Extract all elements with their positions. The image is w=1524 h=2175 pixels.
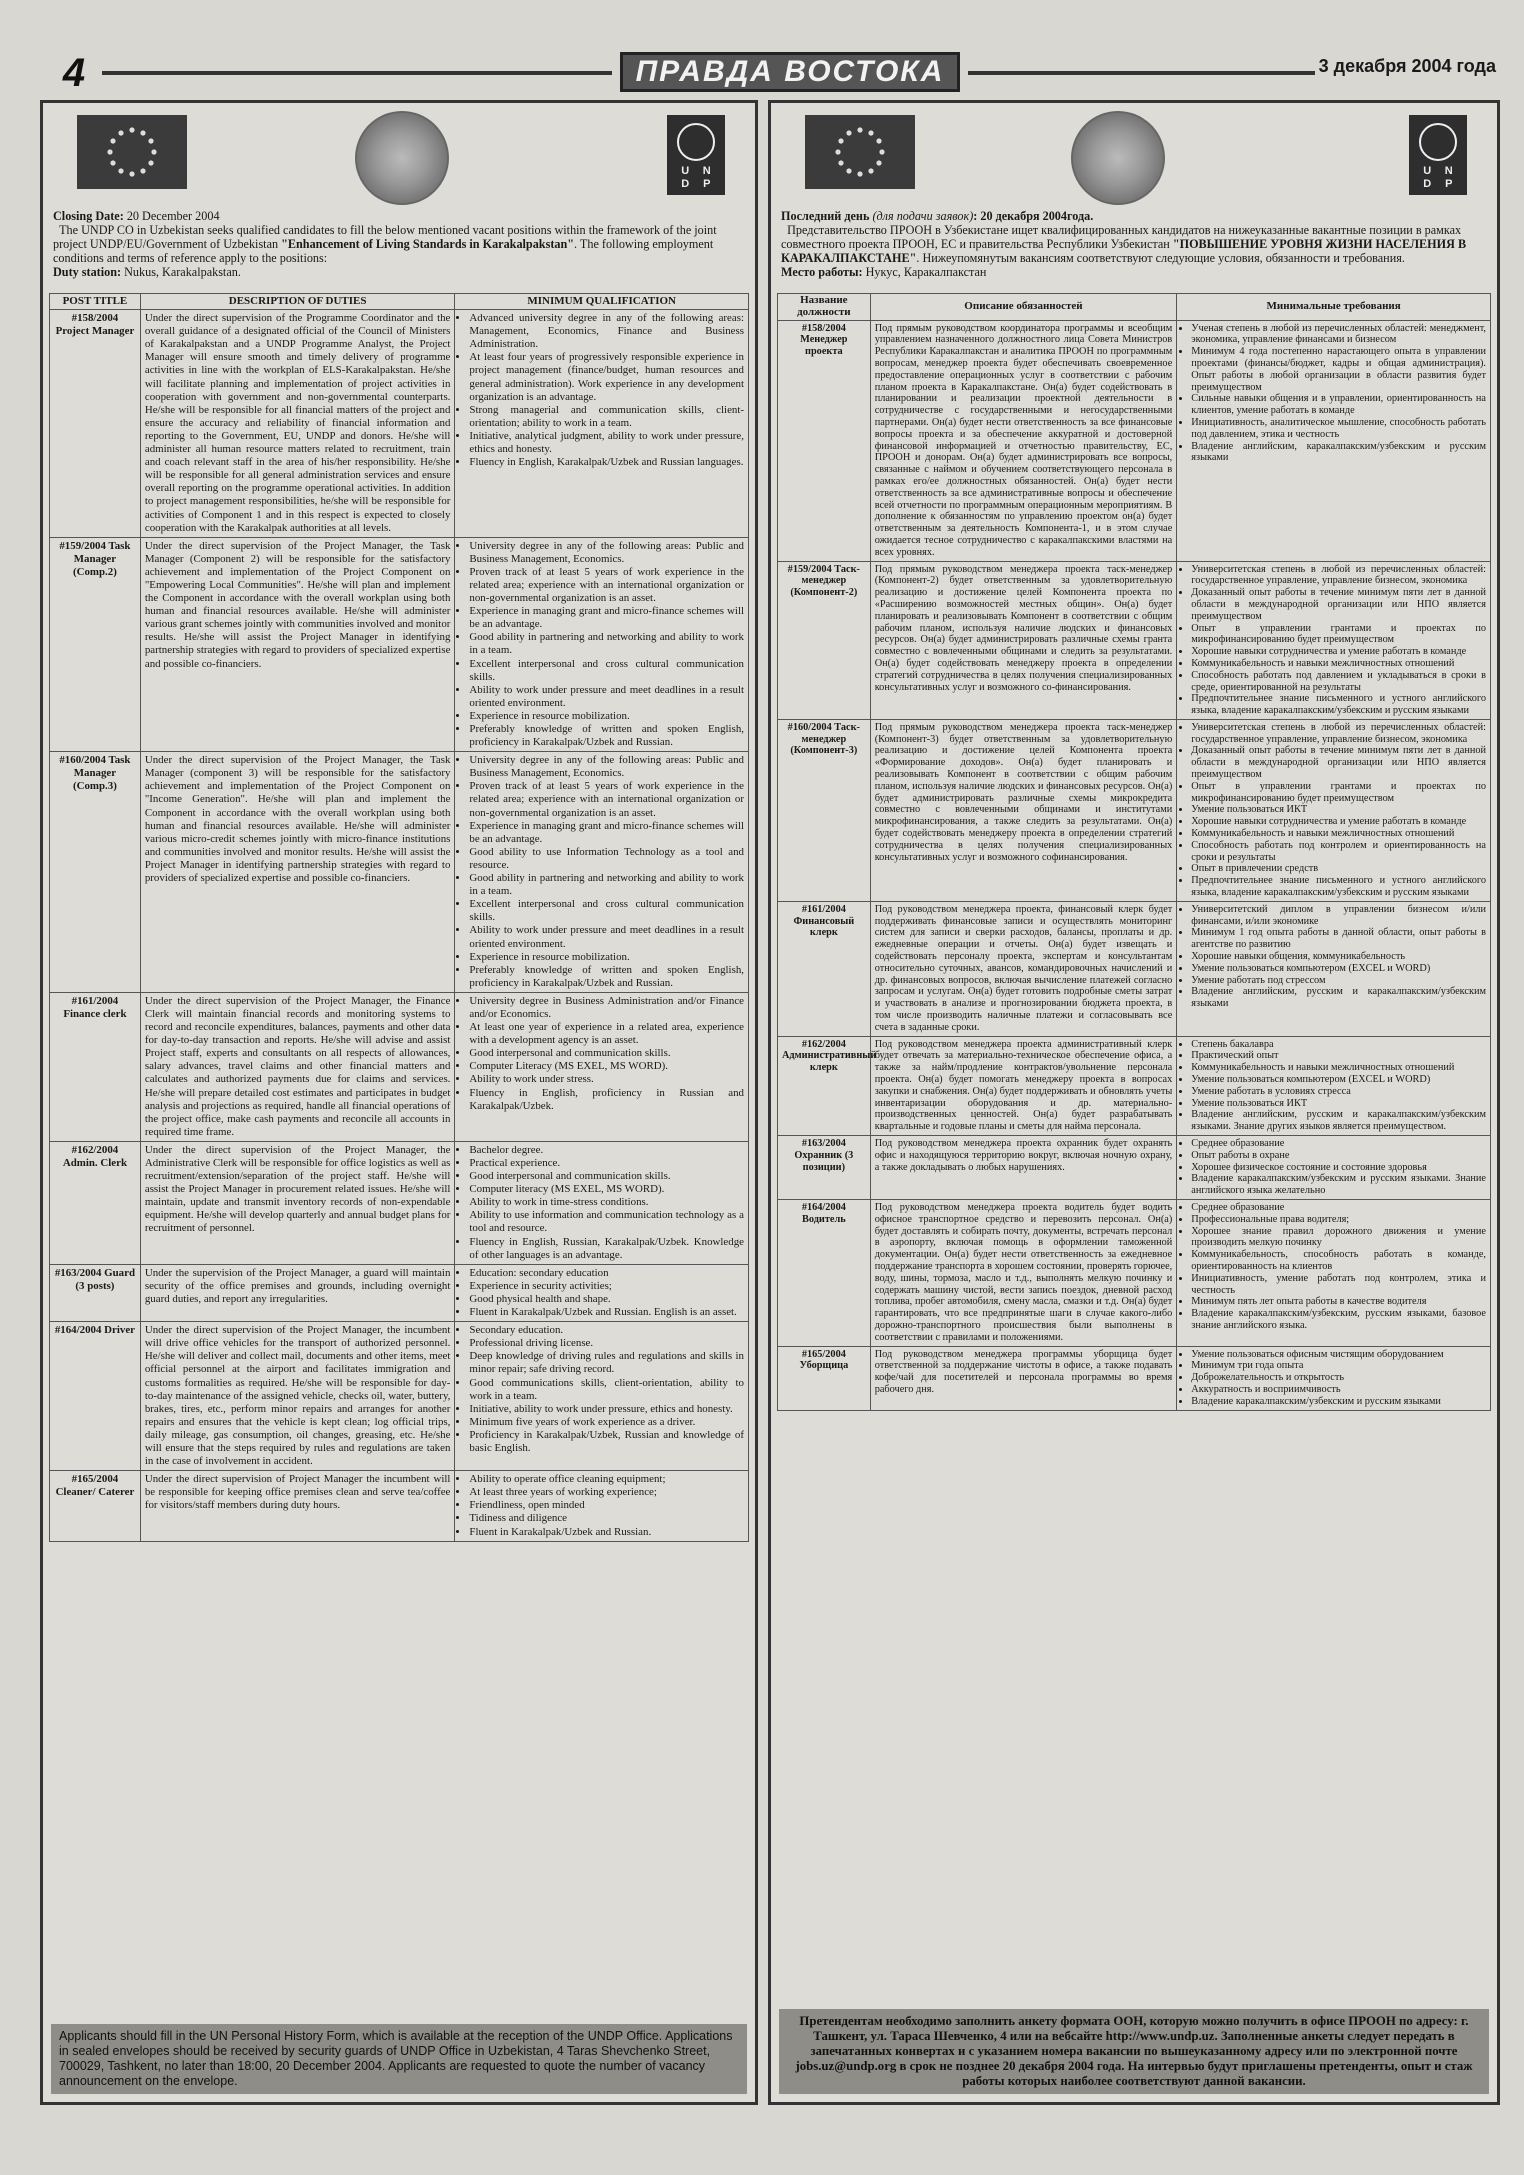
qualification-item: • Университетская степень в любой из перечисленных областей: государственное управление, управление бизнесом, экономика <box>1191 564 1486 588</box>
qualification-item: • Умение работать под стрессом <box>1191 975 1486 987</box>
qualification-item: • Preferably knowledge of written and spoken English, proficiency in Karakalpak/Uzbek and Russian. <box>469 723 744 749</box>
qualification-item: • Professional driving license. <box>469 1337 744 1350</box>
closing-date: 20 December 2004 <box>126 209 220 223</box>
qualification-list <box>459 754 744 990</box>
issue-date: 3 декабря 2004 года <box>1315 56 1500 77</box>
duties-description: Под руководством менеджера проекта охранник будет охранять офис и находящуюся территорию вокруг, включая ночную охрану, а также докладывать о любых нарушениях. <box>870 1135 1177 1199</box>
table-row <box>778 320 1491 561</box>
qualification-item: • Доказанный опыт работы в течение минимум пяти лет в данной области в международной организации или НПО является преимуществом <box>1191 745 1486 780</box>
qualifications <box>455 1141 749 1264</box>
english-intro <box>43 203 755 293</box>
duty-station: Нукус, Каракалпакстан <box>865 265 987 279</box>
qualification-item: • Computer literacy (MS EXEL, MS WORD). <box>469 1183 744 1196</box>
qualification-list <box>459 312 744 469</box>
qualification-item: • Proven track of at least 5 years of work experience in the related area; experience with an international organization or non-governmental organization is an asset. <box>469 780 744 819</box>
duties-description: Under the direct supervision of the Project Manager, the Task Manager (Component 2) will be responsible for the satisfactory achievement and implementation of the Project Component on "Empowering Local Communities". He/she will plan and implement the Component in accordance with the overall workplan using both human and financial resources available. He/she will administer various grant schemes jointly with communities involved and monitor results. He/she will assist the Project Manager in identifying partnership strategies with regard to providers of specialized expertise and possible co-financiers. <box>140 537 455 752</box>
qualification-item: • Good ability to use Information Technology as a tool and resource. <box>469 846 744 872</box>
qualification-item: • Доказанный опыт работы в течение минимум пяти лет в данной области в международной организации или НПО является преимуществом <box>1191 587 1486 622</box>
qualification-item: • Среднее образование <box>1191 1138 1486 1150</box>
qualification-item: • Good physical health and shape. <box>469 1293 744 1306</box>
qualification-item: • Practical experience. <box>469 1157 744 1170</box>
qualification-item: • Хорошие навыки сотрудничества и умение работать в команде <box>1191 646 1486 658</box>
qualification-item: • Good ability in partnering and networking and ability to work in a team. <box>469 872 744 898</box>
post-title: #158/2004 Project Manager <box>50 310 141 538</box>
qualification-item: • Computer Literacy (MS EXEL, MS WORD). <box>469 1060 744 1073</box>
qualification-item: • Bachelor degree. <box>469 1144 744 1157</box>
qualification-item: • Умение пользоваться офисным чистящим оборудованием <box>1191 1349 1486 1361</box>
qualifications <box>455 992 749 1141</box>
qualifications <box>1177 901 1491 1036</box>
project-name: "ПОВЫШЕНИЕ УРОВНЯ ЖИЗНИ НАСЕЛЕНИЯ В КАРАКАЛПАКСТАНЕ" <box>781 237 1467 265</box>
english-vacancy-panel <box>40 100 758 2105</box>
post-title: #162/2004 Admin. Clerk <box>50 1141 141 1264</box>
project-name: "Enhancement of Living Standards in Karakalpakstan" <box>281 237 575 251</box>
qualifications <box>455 310 749 538</box>
qualification-item: • Коммуникабельность и навыки межличностных отношений <box>1191 658 1486 670</box>
qualification-item: • Владение каракалпакским/узбекским и русским языками <box>1191 1396 1486 1408</box>
closing-date-label: Closing Date: <box>53 209 124 223</box>
qualification-item: • Владение английским, каракалпакским/узбекским и русским языками <box>1191 441 1486 465</box>
qualification-item: • At least three years of working experience; <box>469 1486 744 1499</box>
qualification-item: • Предпочтительнее знание письменного и устного английского языка, владение каракалпакским/узбекским и русским языками <box>1191 875 1486 899</box>
column-header: Описание обязанностей <box>870 294 1177 321</box>
qualification-item: • Коммуникабельность и навыки межличностных отношений <box>1191 828 1486 840</box>
qualification-item: • Minimum five years of work experience as a driver. <box>469 1416 744 1429</box>
qualification-item: • Experience in managing grant and micro-finance schemes will be an advantage. <box>469 605 744 631</box>
column-header: Название должности <box>778 294 871 321</box>
qualification-list <box>459 540 744 750</box>
duties-description: Под руководством менеджера проекта, финансовый клерк будет поддерживать финансовые записи и осуществлять мониторинг систем для записи и сверки расходов, балансы, проплаты и др. ежедневные операции и отчеты. Он(а) будет извещать и содействовать персоналу проекта, экспертам и консультантам относительно суточных, авансов, командировочных начислений и др. финансовых вопросов, включая вычисление платежей согласно запросам и услугам. Он(а) будет готовить подробные сметы затрат и участвовать в анализе и прогнозировании бюджета проекта, в том числе производить наличные платежи и согласовывать все счета в заданные сроки. <box>870 901 1177 1036</box>
logo-row <box>43 103 755 203</box>
qualifications <box>1177 561 1491 719</box>
column-header: DESCRIPTION OF DUTIES <box>140 294 455 310</box>
table-row <box>50 1141 749 1264</box>
table-row <box>50 1322 749 1471</box>
russian-vacancy-table <box>777 293 1491 1411</box>
qualification-item: • Умение пользоваться ИКТ <box>1191 1098 1486 1110</box>
qualification-item: • Умение пользоваться компьютером (EXCEL и WORD) <box>1191 1074 1486 1086</box>
russian-intro <box>771 203 1497 293</box>
qualification-item: • Ability to operate office cleaning equipment; <box>469 1473 744 1486</box>
duties-description: Под руководством менеджера проекта водитель будет водить офисное транспортное средство и перевозить персонал. Он(а) будет доставлять и собирать почту, документы, встречать персонал в аэропорту, включая помощь в оформлении таможенной документации. Он(а) будет нести ответственность за ежедневное поддержание транспорта в хорошем состоянии, проверять горючее, воду, шины, тормоза, масло и т.д., выполнять мелкую починку и содержать машину чистой, вести запись поездок, дневной расход топлива, пробег автомобиля, смену масла, смазки и т.д. Он(а) будет гарантировать, что все предпринятые шаги в случае какого-либо дорожно-транспортного происшествия были выполнены в соответствии с правилами и положениями. <box>870 1199 1177 1346</box>
russian-table-body <box>778 320 1491 1410</box>
qualification-item: • Коммуникабельность и навыки межличностных отношений <box>1191 1062 1486 1074</box>
qualifications <box>455 1471 749 1541</box>
qualifications <box>455 1264 749 1321</box>
qualification-list <box>1181 722 1486 899</box>
undp-letter: P <box>703 178 711 190</box>
duties-description: Under the direct supervision of Project Manager the incumbent will be responsible for keeping office premises clean and serve tea/coffee for visitors/staff members during duty hours. <box>140 1471 455 1541</box>
qualification-item: • Excellent interpersonal and cross cultural communication skills. <box>469 658 744 684</box>
table-row <box>50 537 749 752</box>
qualifications <box>1177 1036 1491 1135</box>
duty-station: Nukus, Karakalpakstan. <box>124 265 241 279</box>
qualification-item: • Среднее образование <box>1191 1202 1486 1214</box>
qualification-item: • University degree in any of the following areas: Public and Business Management, Economics. <box>469 754 744 780</box>
qualifications <box>455 537 749 752</box>
qualification-item: • Хорошее знание правил дорожного движения и умение производить мелкую починку <box>1191 1226 1486 1250</box>
undp-letter: U <box>1423 165 1432 177</box>
qualification-list <box>1181 323 1486 465</box>
qualification-item: • Ability to work under pressure and meet deadlines in a result oriented environment. <box>469 684 744 710</box>
qualification-item: • Fluent in Karakalpak/Uzbek and Russian. English is an asset. <box>469 1306 744 1319</box>
qualifications <box>1177 320 1491 561</box>
russian-vacancy-panel <box>768 100 1500 2105</box>
qualification-item: • Good ability in partnering and networking and ability to work in a team. <box>469 631 744 657</box>
qualification-item: • Experience in resource mobilization. <box>469 951 744 964</box>
duties-description: Под прямым руководством менеджера проекта таск-менеджер (Компонент-3) будет ответственным за удовлетворительную реализацию и достижение целей Компонента проекта «Формирование доходов». Он(а) будет планировать и реализовывать Компонент в соответствии с общим рабочим планом, используя наличие людских и финансовых ресурсов. Он(а) будет администрировать различные схемы микрокредита совместно с вовлеченными общинами и институтами микрофинансирования, а также следить за результатами. Он(а) будет содействовать менеджеру проекта в определении стратегий сотрудничества в целях получения специализированных консультативных услуг и возможного софинансирования. <box>870 719 1177 901</box>
duties-description: Под прямым руководством менеджера проекта таск-менеджер (Компонент-2) будет ответственным за удовлетворительную реализацию и достижение целей Компонента проекта по «Расширению возможностей местных общин». Он(а) будет планировать и реализовывать Компонент в соответствии с общим рабочим планом, используя наличие людских и финансовых ресурсов. Он(а) будет администрировать различные схемы гранта совместно с вовлеченными общинами и следить за результатами. Он(а) будет содействовать менеджеру проекта в определении стратегий сотрудничества в целях получения специализированных консультативных услуг и возможного со-финансирования. <box>870 561 1177 719</box>
undp-logo-icon <box>1409 115 1467 195</box>
table-row <box>50 1471 749 1541</box>
qualification-list <box>1181 1039 1486 1133</box>
newspaper-title: ПРАВДА ВОСТОКА <box>620 52 960 92</box>
qualification-list <box>459 995 744 1113</box>
qualification-item: • Хорошие навыки общения, коммуникабельность <box>1191 951 1486 963</box>
eu-flag-icon <box>77 115 187 189</box>
table-row <box>50 752 749 993</box>
undp-letter: P <box>1445 178 1453 190</box>
table-row <box>778 1135 1491 1199</box>
page-number: 4 <box>62 51 86 95</box>
qualification-item: • Experience in managing grant and micro-finance schemes will be an advantage. <box>469 820 744 846</box>
qualification-list <box>1181 1202 1486 1332</box>
qualification-list <box>1181 564 1486 717</box>
qualification-item: • Хорошие навыки сотрудничества и умение работать в команде <box>1191 816 1486 828</box>
qualification-item: • Initiative, ability to work under pressure, ethics and honesty. <box>469 1403 744 1416</box>
qualifications <box>455 752 749 993</box>
qualification-item: • Владение английским, русским и каракалпакским/узбекским языками. Знание других языков является преимуществом. <box>1191 1109 1486 1133</box>
qualification-item: • Умение пользоваться ИКТ <box>1191 804 1486 816</box>
english-vacancy-table <box>49 293 749 1542</box>
duty-station-label: Место работы: <box>781 265 863 279</box>
english-table-body <box>50 310 749 1542</box>
qualification-item: • Deep knowledge of driving rules and regulations and skills in minor repair; safe driving record. <box>469 1350 744 1376</box>
post-title: #165/2004 Cleaner/ Caterer <box>50 1471 141 1541</box>
table-row <box>778 719 1491 901</box>
post-title: #163/2004 Охранник (3 позиции) <box>778 1135 871 1199</box>
post-title: #160/2004 Task Manager (Comp.3) <box>50 752 141 993</box>
closing-date-label: Последний день <box>781 209 870 223</box>
qualification-item: • Friendliness, open minded <box>469 1499 744 1512</box>
russian-application-note: Претендентам необходимо заполнить анкету формата ООН, которую можно получить в офисе ПРООН по адресу: г. Ташкент, ул. Тараса Шевченко, 4 или на вебсайте http://www.undp.uz. Заполненные анкеты следует передать в запечатанных конвертах и с указанием номера вакансии по вышеуказанному адресу или по электронной почте jobs.uz@undp.org в срок не позднее 20 декабря 2004 года. На интервью будут приглашены претенденты, опыт и стаж работы которых наиболее соответствуют данной вакансии. <box>779 2009 1489 2094</box>
qualification-item: • Опыт в управлении грантами и проектах по микрофинансированию будет преимуществом <box>1191 781 1486 805</box>
qualifications <box>455 1322 749 1471</box>
qualification-item: • Ability to use information and communication technology as a tool and resource. <box>469 1209 744 1235</box>
qualification-item: • Коммуникабельность, способность работать в команде, ориентированность на клиентов <box>1191 1249 1486 1273</box>
post-title: #165/2004 Уборщица <box>778 1346 871 1410</box>
qualification-item: • Ability to work in time-stress conditions. <box>469 1196 744 1209</box>
duties-description: Under the direct supervision of the Project Manager, the incumbent will drive office vehicles for the transport of authorized personnel. He/she will deliver and collect mail, documents and other items, meet official personnel at the airport and facilitates immigration and customs formalities as required. He/she will be responsible for day-to-day maintenance of the assigned vehicle, checks oil, water, buttery, brakes, tires, etc., perform minor repairs and arranges for another repairs and ensures that the vehicle is kept clean; log official trips, daily mileage, gas consumption, oil changes, greasing, etc. He/she will ensure that the steps required by rules and regulations are taken in the case of involvement in accident. <box>140 1322 455 1471</box>
qualification-list <box>459 1473 744 1538</box>
table-row <box>778 1346 1491 1410</box>
uzbekistan-emblem-icon <box>355 111 449 205</box>
qualifications <box>1177 1346 1491 1410</box>
post-title: #162/2004 Административный клерк <box>778 1036 871 1135</box>
qualification-item: • University degree in any of the following areas: Public and Business Management, Economics. <box>469 540 744 566</box>
column-header: Минимальные требования <box>1177 294 1491 321</box>
closing-date-note: (для подачи заявок) <box>872 209 974 223</box>
qualification-item: • Сильные навыки общения и в управлении, ориентированность на клиентов, умение работать в команде <box>1191 393 1486 417</box>
qualification-item: • Ученая степень в любой из перечисленных областей: менеджмент, экономика, управление финансами и бизнесом <box>1191 323 1486 347</box>
post-title: #160/2004 Таск-менеджер (Компонент-3) <box>778 719 871 901</box>
qualification-item: • Initiative, analytical judgment, ability to work under pressure, ethics and honesty. <box>469 430 744 456</box>
qualifications <box>1177 1199 1491 1346</box>
table-row <box>778 901 1491 1036</box>
qualification-item: • Good communications skills, client-orientation, ability to work in a team. <box>469 1377 744 1403</box>
qualification-item: • Профессиональные права водителя; <box>1191 1214 1486 1226</box>
qualification-item: • Secondary education. <box>469 1324 744 1337</box>
qualification-item: • At least four years of progressively responsible experience in project management (finance/budget, human resources and general administration). Work experience in any development organization is an advantage. <box>469 351 744 403</box>
qualification-item: • Университетская степень в любой из перечисленных областей: государственное управление, управление бизнесом, экономика <box>1191 722 1486 746</box>
post-title: #158/2004 Менеджер проекта <box>778 320 871 561</box>
un-globe-icon <box>1419 123 1457 161</box>
duties-description: Under the direct supervision of the Project Manager, the Task Manager (component 3) will be responsible for the satisfactory achievement and implementation of the Project Component on "Income Generation". He/she will plan and implement the Component in accordance with the overall workplan using both human and financial resources available. He/she will administer various micro-credit schemes jointly with micro-finance institutions and communities involved and monitor results. He/she will assist the Project Manager in identifying partnership strategies with regard to providers of specialized expertise and possible co-financiers. <box>140 752 455 993</box>
qualification-item: • Fluent in Karakalpak/Uzbek and Russian. <box>469 1526 744 1539</box>
duties-description: Под руководством менеджера проекта административный клерк будет отвечать за материально-техническое обеспечение офиса, а также за найм/продление контрактов/увольнение персонала проекта. Он(а) будет помогать менеджеру проекта в вопросах закупки и снабжения. Он(а) будет поддерживать и обновлять учеты инвентаризации оборудования и др. материально-производственных ценностей. Он(а) будет разрабатывать квартальные и годовые планы и сметы для найма персонала. <box>870 1036 1177 1135</box>
qualification-item: • Минимум 1 год опыта работы в данной области, опыт работы в агентстве по развитию <box>1191 927 1486 951</box>
column-header: MINIMUM QUALIFICATION <box>455 294 749 310</box>
qualification-item: • Степень бакалавра <box>1191 1039 1486 1051</box>
table-row <box>50 992 749 1141</box>
post-title: #161/2004 Финансовый клерк <box>778 901 871 1036</box>
duties-description: Under the direct supervision of the Project Manager, the Administrative Clerk will be responsible for office logistics as well as recruitment/extension/separation of the project staff. He/she will assist the Project Manager in procurement related issues. He/she will maintain, update and transmit inventory records of non-expendable equipment. He/she will develop quarterly and annual budget plans for recruitment of personnel. <box>140 1141 455 1264</box>
undp-letter: U <box>681 165 690 177</box>
undp-logo-icon <box>667 115 725 195</box>
qualification-item: • Education: secondary education <box>469 1267 744 1280</box>
duties-description: Under the direct supervision of the Project Manager, the Finance Clerk will maintain financial records and monitoring systems to record and reconcile expenditures, balances, payments and other data for day-to-day transaction and reports. He/she will advise and assist Project staff, experts and consultants on all respects of allowances, salary advances, travel claims and other financial matters and calculates and authorized payments due for claims and services. He/she will prepare detailed cost estimates and participates in budget analysis and projections as required, handle all financial operations of the project office, make cash payments and reconcile all accounts in required time frame. <box>140 992 455 1141</box>
table-row <box>50 1264 749 1321</box>
post-title: #159/2004 Task Manager (Comp.2) <box>50 537 141 752</box>
table-row <box>50 310 749 538</box>
qualification-item: • Ability to work under stress. <box>469 1073 744 1086</box>
qualification-item: • Владение каракалпакским/узбекским, русским языками, базовое знание английского языка. <box>1191 1308 1486 1332</box>
qualification-item: • Хорошее физическое состояние и состояние здоровья <box>1191 1162 1486 1174</box>
qualification-item: • Опыт работы в охране <box>1191 1150 1486 1162</box>
intro-text-2: . Нижеупомянутым вакансиям соответствуют следующие условия, обязанности и требования. <box>916 251 1405 265</box>
qualification-item: • Умение работать в условиях стресса <box>1191 1086 1486 1098</box>
qualification-item: • Практический опыт <box>1191 1050 1486 1062</box>
qualification-item: • Experience in resource mobilization. <box>469 710 744 723</box>
masthead <box>40 52 1500 94</box>
qualification-item: • Минимум пять лет опыта работы в качестве водителя <box>1191 1296 1486 1308</box>
qualification-item: • Опыт в управлении грантами и проектах по микрофинансированию будет преимуществом <box>1191 623 1486 647</box>
logo-row <box>771 103 1497 203</box>
qualification-item: • Good interpersonal and communication skills. <box>469 1170 744 1183</box>
duty-station-label: Duty station: <box>53 265 122 279</box>
qualification-item: • Experience in security activities; <box>469 1280 744 1293</box>
qualification-item: • Владение английским, русским и каракалпакским/узбекским языками <box>1191 986 1486 1010</box>
qualification-item: • Preferably knowledge of written and spoken English, proficiency in Karakalpak/Uzbek and Russian. <box>469 964 744 990</box>
un-globe-icon <box>677 123 715 161</box>
qualification-item: • At least one year of experience in a related area, experience with a development agency is an asset. <box>469 1021 744 1047</box>
masthead-rule-left <box>102 71 612 75</box>
masthead-rule-right <box>968 71 1318 75</box>
post-title: #164/2004 Водитель <box>778 1199 871 1346</box>
qualification-item: • Advanced university degree in any of the following areas: Management, Economics, Finance and Business Administration. <box>469 312 744 351</box>
qualification-item: • Good interpersonal and communication skills. <box>469 1047 744 1060</box>
qualification-item: • Инициативность, аналитическое мышление, способность работать под давлением, этика и честность <box>1191 417 1486 441</box>
qualification-item: • University degree in Business Administration and/or Finance and/or Economics. <box>469 995 744 1021</box>
qualification-item: • Ability to work under pressure and meet deadlines in a result oriented environment. <box>469 924 744 950</box>
qualification-item: • Fluency in English, Russian, Karakalpak/Uzbek. Knowledge of other languages is an advantage. <box>469 1236 744 1262</box>
qualification-item: • Strong managerial and communication skills, client-orientation; ability to work in a team. <box>469 404 744 430</box>
duties-description: Под руководством менеджера программы уборщица будет ответственной за поддержание чистоты в офисе, а также подавать кофе/чай для посетителей и персонала программы во время рабочего дня. <box>870 1346 1177 1410</box>
qualification-item: • Университетский диплом в управлении бизнесом и/или финансами, и/или экономике <box>1191 904 1486 928</box>
intro-text: The UNDP CO in Uzbekistan seeks qualified candidates to fill the below mentioned vacant positions within the framework of the joint project UNDP/EU/Government of Uzbekistan <box>53 223 717 251</box>
qualifications <box>1177 719 1491 901</box>
uzbekistan-emblem-icon <box>1071 111 1165 205</box>
qualifications <box>1177 1135 1491 1199</box>
table-row <box>778 1036 1491 1135</box>
duties-description: Под прямым руководством координатора программы и всеобщим управлением назначенного должностного лица Совета Министров Республики Каракалпакстан и аналитика ПРООН по программным вопросам, менеджер проекта будет обеспечивать своевременное предоставление операционных услуг в соответствии с рабочим планом проекта в Каракалпакстане. Он(а) будет содействовать в планировании и реализации проектной деятельности в сотрудничестве с государственными и негосударственными партнерами. Он(а) будет нести ответственность за все финансовые вопросы проекта и за обеспечение аккуратной и достоверной финансовой информацией и отчетностью правительству, ЕС, ПРООН и донорам. Он(а) будет администрировать все вопросы, связанные с наймом и обучением соответствующего персонала в рамках его/ее должностных обязанностей. Он(а) будет нести ответственность за все административные вопросы и обеспечение всей отчетности по программным операционным мероприятиям. В дополнение к обязанностям по управлению проектом он(а) будет ответственным за деятельность Компонента-1, и в этом случае ожидается тесное сотрудничество с каракалпакскими властями на всех уровнях. <box>870 320 1177 561</box>
qualification-item: • Способность работать под контролем и ориентированность на сроки и результаты <box>1191 840 1486 864</box>
post-title: #159/2004 Таск-менеджер (Компонент-2) <box>778 561 871 719</box>
post-title: #163/2004 Guard (3 posts) <box>50 1264 141 1321</box>
intro-text: Представительство ПРООН в Узбекистане ищет квалифицированных кандидатов на нижеуказанные вакантные позиции в рамках совместного проекта ПРООН, ЕС и правительства Республики Узбекистан <box>781 223 1462 251</box>
intro-text-2: . The following employment conditions and terms of reference apply to the positions: <box>53 237 714 265</box>
qualification-list <box>459 1324 744 1455</box>
qualification-item: • Опыт в привлечении средств <box>1191 863 1486 875</box>
english-application-note: Applicants should fill in the UN Personal History Form, which is available at the reception of the UNDP Office. Applications in sealed envelopes should be received by security guards of UNDP Office in Uzbekistan, 4 Taras Shevchenko Street, 700029, Tashkent, no later than 18:00, 20 December 2004. Applicants are requested to quote the number of vacancy announcement on the envelope. <box>51 2024 747 2094</box>
qualification-list <box>1181 1349 1486 1408</box>
qualification-item: • Proficiency in Karakalpak/Uzbek, Russian and knowledge of basic English. <box>469 1429 744 1455</box>
post-title: #164/2004 Driver <box>50 1322 141 1471</box>
qualification-list <box>1181 1138 1486 1197</box>
undp-letter: D <box>1423 178 1432 190</box>
qualification-list <box>459 1267 744 1319</box>
qualification-item: • Аккуратность и восприимчивость <box>1191 1384 1486 1396</box>
duties-description: Under the supervision of the Project Manager, a guard will maintain security of the office premises and grounds, including overnight guard duties, and report any irregularities. <box>140 1264 455 1321</box>
qualification-item: • Excellent interpersonal and cross cultural communication skills. <box>469 898 744 924</box>
qualification-item: • Предпочтительнее знание письменного и устного английского языка, владение каракалпакским/узбекским и русским языками <box>1191 693 1486 717</box>
undp-letter: D <box>681 178 690 190</box>
table-row <box>778 1199 1491 1346</box>
undp-letter: N <box>702 165 711 177</box>
qualification-item: • Fluency in English, Karakalpak/Uzbek and Russian languages. <box>469 456 744 469</box>
closing-date: : 20 декабря 2004года. <box>973 209 1094 223</box>
table-row <box>778 561 1491 719</box>
qualification-item: • Способность работать под давлением и укладываться в сроки в среде, ориентированной на результаты <box>1191 670 1486 694</box>
column-header: POST TITLE <box>50 294 141 310</box>
qualification-item: • Tidiness and diligence <box>469 1512 744 1525</box>
qualification-item: • Fluency in English, proficiency in Russian and Karakalpak/Uzbek. <box>469 1087 744 1113</box>
qualification-item: • Минимум 4 года постепенно нарастающего опыта в управлении проектами (финансы/бюджет, кадры и общая администрация). Опыт работы в любой организации в области развития будет преимуществом <box>1191 346 1486 393</box>
undp-letter: N <box>1444 165 1453 177</box>
qualification-item: • Минимум три года опыта <box>1191 1360 1486 1372</box>
qualification-item: • Proven track of at least 5 years of work experience in the related area; experience with an international organization or non-governmental organization is an asset. <box>469 566 744 605</box>
qualification-list <box>459 1144 744 1262</box>
qualification-item: • Инициативность, умение работать под контролем, этика и честность <box>1191 1273 1486 1297</box>
qualification-list <box>1181 904 1486 1010</box>
duties-description: Under the direct supervision of the Programme Coordinator and the overall guidance of a designated official of the Council of Ministers of Karakalpakstan and a UNDP Programme Analyst, the Project Manager will ensure smooth and timely delivery of programme activities in line with the workplan of ELS-Karakalpakstan. He/she will facilitate planning and implementation of project activities in cooperation with government and non-governmental counterparts. He/she will be responsible for all financial matters of the project and ensure the accuracy and reliability of financial information and reporting to the Government, EU, UNDP and donors. He/she will administer all human resource matters related to recruitment, train and coach relevant staff in the area of his/her responsibility. He/she will be responsible for all general administration services and ensure overall reporting on the programme operational activities. In addition to project management responsibilities, he/she will be responsible for activities of Component 1 and in this respect is expected to closely cooperation with the Karakalpak authorities at all levels. <box>140 310 455 538</box>
post-title: #161/2004 Finance clerk <box>50 992 141 1141</box>
eu-flag-icon <box>805 115 915 189</box>
qualification-item: • Умение пользоваться компьютером (EXCEL и WORD) <box>1191 963 1486 975</box>
qualification-item: • Владение каракалпакским/узбекским и русским языками. Знание английского языка желательно <box>1191 1173 1486 1197</box>
qualification-item: • Доброжелательность и открытость <box>1191 1372 1486 1384</box>
